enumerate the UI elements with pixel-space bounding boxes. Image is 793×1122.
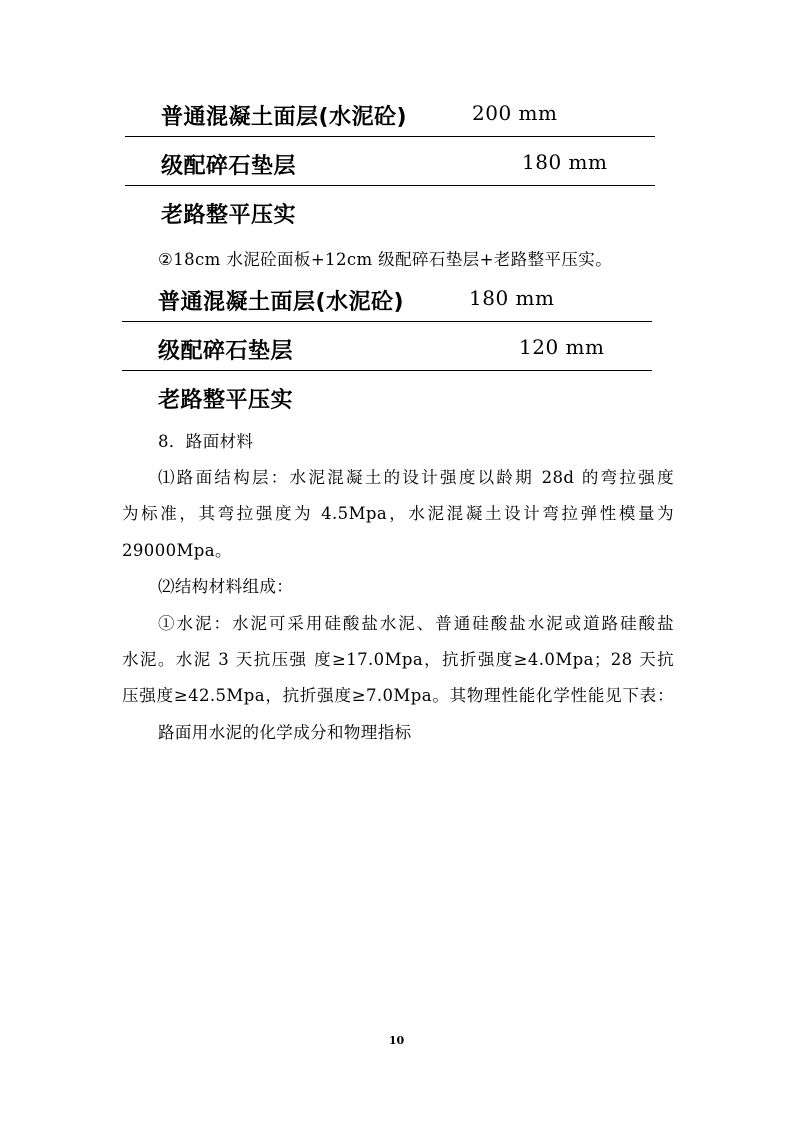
layer-name: 级配碎石垫层 [161,154,297,179]
pavement-structure-scheme-2 [122,273,652,419]
paragraph-structure-layer-line-2: 为标准，其弯拉强度为 4.5Mpa，水泥混凝土设计弯拉弹性模量为 [122,504,674,523]
layer-name: 老路整平压实 [158,388,294,413]
paragraph-cement-line-2: 水泥。水泥 3 天抗压强 度≥17.0Mpa，抗折强度≥4.0Mpa；28 天抗 [122,650,674,669]
paragraph-material-composition: ⑵结构材料组成： [158,577,294,596]
layer-row-concrete-surface [122,273,652,322]
table-caption: 路面用水泥的化学成分和物理指标 [158,723,412,742]
layer-row-old-road-compaction [122,371,652,419]
layer-name: 普通混凝土面层(水泥砼) [161,105,408,130]
pavement-structure-scheme-1 [125,88,655,234]
paragraph-cement-line-3: 压强度≥42.5Mpa，抗折强度≥7.0Mpa。其物理性能化学性能见下表： [122,686,674,705]
paragraph-cement-line-1: ①水泥：水泥可采用硅酸盐水泥、普通硅酸盐水泥或道路硅酸盐 [158,614,674,633]
layer-row-old-road-compaction [125,186,655,234]
layer-name: 普通混凝土面层(水泥砼) [158,290,405,315]
paragraph-structure-layer-line-1: ⑴路面结构层：水泥混凝土的设计强度以龄期 28d 的弯拉强度 [158,468,674,487]
section-heading: 8．路面材料 [158,432,254,451]
layer-name: 级配碎石垫层 [158,339,294,364]
page-number: 10 [388,1034,405,1047]
layer-thickness: 120 mm [519,335,605,359]
layer-thickness: 200 mm [472,101,558,125]
layer-thickness: 180 mm [469,286,555,310]
layer-row-concrete-surface [125,88,655,137]
layer-row-graded-gravel [125,137,655,186]
layer-thickness: 180 mm [522,150,608,174]
paragraph-structure-layer-line-3: 29000Mpa。 [122,541,232,560]
layer-name: 老路整平压实 [161,203,297,228]
layer-row-graded-gravel [122,322,652,371]
scheme-2-caption: ②18cm 水泥砼面板+12cm 级配碎石垫层+老路整平压实。 [158,250,613,269]
